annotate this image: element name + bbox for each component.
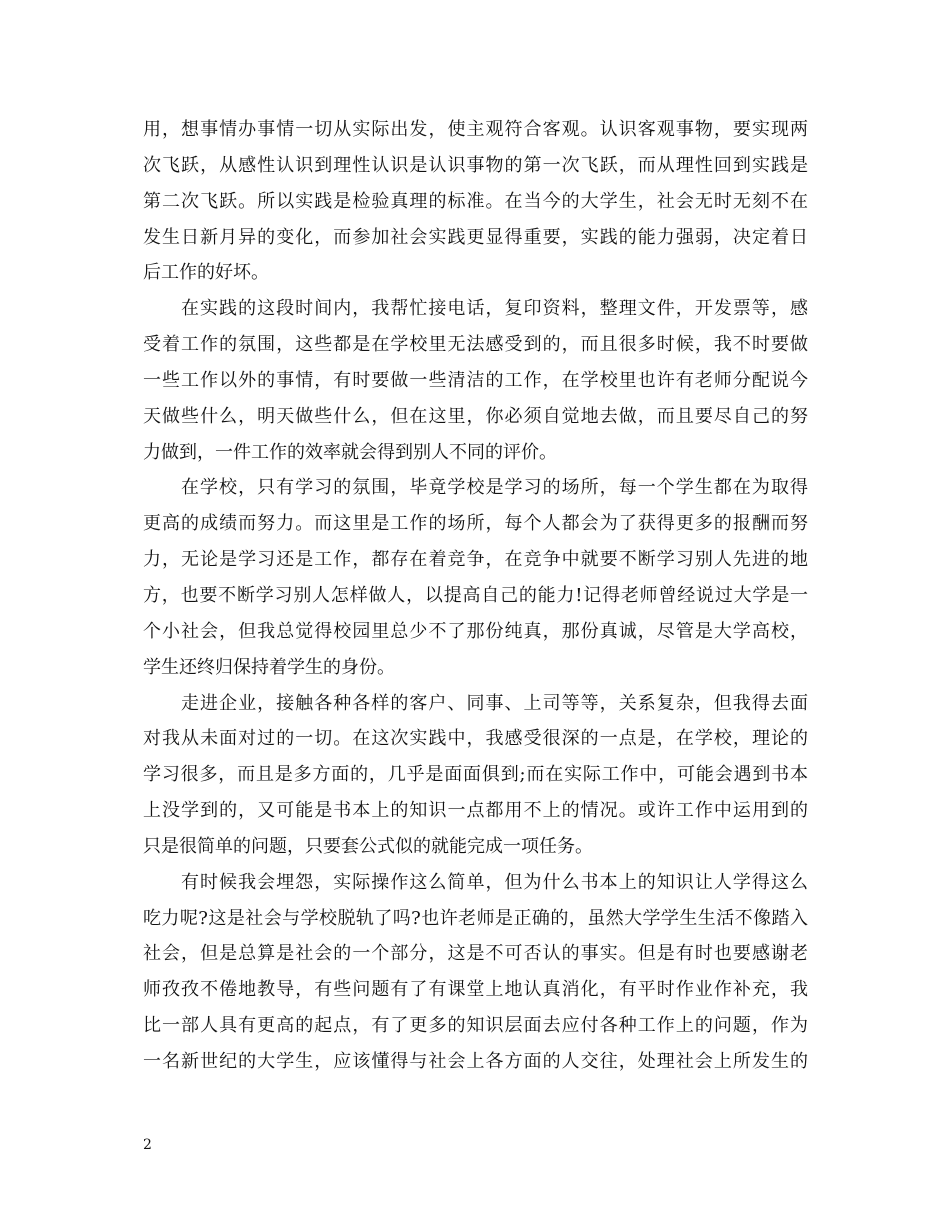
paragraph-4 xyxy=(143,686,808,865)
text-line: 在实践的这段时间内，我帮忙接电话，复印资料，整理文件，开发票等，感 xyxy=(181,298,808,320)
text-line: 对我从未面对过的一切。在这次实践中，我感受很深的一点是，在学校，理论的 xyxy=(143,728,808,750)
text-line: 用，想事情办事情一切从实际出发，使主观符合客观。认识客观事物，要实现两 xyxy=(143,119,808,140)
text-line: 个小社会，但我总觉得校园里总少不了那份纯真，那份真诚，尽管是大学高校， xyxy=(143,620,808,642)
text-line: 发生日新月异的变化，而参加社会实践更显得重要，实践的能力强弱，决定着日 xyxy=(143,226,808,248)
text-line: 力，无论是学习还是工作，都存在着竞争，在竞争中就要不断学习别人先进的地 xyxy=(143,549,808,571)
text-line: 方，也要不断学习别人怎样做人，以提高自己的能力!记得老师曾经说过大学是一 xyxy=(143,584,808,606)
text-line: 师孜孜不倦地教导，有些问题有了有课堂上地认真消化，有平时作业作补充，我 xyxy=(143,979,808,1001)
paragraph-3 xyxy=(143,470,808,685)
text-line: 力做到，一件工作的效率就会得到别人不同的评价。 xyxy=(143,441,557,463)
text-line: 一些工作以外的事情，有时要做一些清洁的工作，在学校里也许有老师分配说今 xyxy=(143,369,808,391)
text-line: 第二次飞跃。所以实践是检验真理的标准。在当今的大学生，社会无时无刻不在 xyxy=(143,190,808,212)
text-line: 走进企业，接触各种各样的客户、同事、上司等等，关系复杂，但我得去面 xyxy=(181,692,808,714)
body-text xyxy=(143,112,808,1080)
text-line: 学生还终归保持着学生的身份。 xyxy=(143,656,395,678)
text-line: 更高的成绩而努力。而这里是工作的场所，每个人都会为了获得更多的报酬而努 xyxy=(143,513,808,535)
page-number: 2 xyxy=(143,1137,152,1153)
text-line: 上没学到的，又可能是书本上的知识一点都用不上的情况。或许工作中运用到的 xyxy=(143,800,808,822)
text-line: 次飞跃，从感性认识到理性认识是认识事物的第一次飞跃，而从理性回到实践是 xyxy=(143,154,808,176)
text-line: 在学校，只有学习的氛围，毕竟学校是学习的场所，每一个学生都在为取得 xyxy=(181,477,808,499)
text-line: 学习很多，而且是多方面的，几乎是面面俱到;而在实际工作中，可能会遇到书本 xyxy=(143,764,808,786)
text-line: 只是很简单的问题，只要套公式似的就能完成一项任务。 xyxy=(143,835,593,857)
paragraph-5 xyxy=(143,865,808,1080)
text-line: 吃力呢?这是社会与学校脱轨了吗?也许老师是正确的，虽然大学学生生活不像踏入 xyxy=(143,907,808,929)
text-line: 有时候我会埋怨，实际操作这么简单，但为什么书本上的知识让人学得这么 xyxy=(181,871,808,893)
paragraph-1 xyxy=(143,112,808,291)
text-line: 社会，但是总算是社会的一个部分，这是不可否认的事实。但是有时也要感谢老 xyxy=(143,943,808,965)
text-line: 比一部人具有更高的起点，有了更多的知识层面去应付各种工作上的问题，作为 xyxy=(143,1015,808,1037)
text-line: 受着工作的氛围，这些都是在学校里无法感受到的，而且很多时候，我不时要做 xyxy=(143,334,808,356)
paragraph-2 xyxy=(143,291,808,470)
text-line: 一名新世纪的大学生，应该懂得与社会上各方面的人交往，处理社会上所发生的 xyxy=(143,1050,808,1072)
text-line: 天做些什么，明天做些什么，但在这里，你必须自觉地去做，而且要尽自己的努 xyxy=(143,405,808,427)
text-line: 后工作的好坏。 xyxy=(143,262,269,284)
